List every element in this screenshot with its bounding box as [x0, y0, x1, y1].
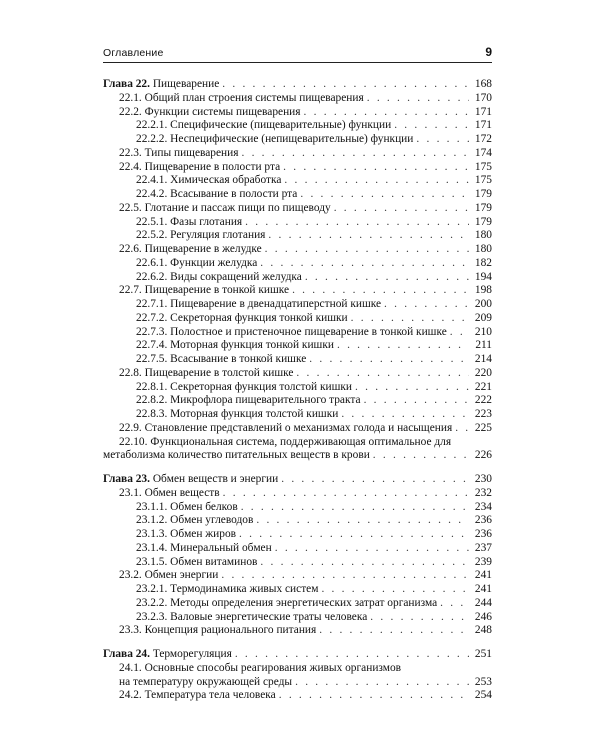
toc-entry[interactable]: [103, 353, 492, 367]
toc-entry-text: 22.7.3. Полостное и пристеночное пищеварение в тонкой кишке: [136, 325, 447, 338]
toc-entry[interactable]: [103, 271, 492, 285]
toc-page-number: 244: [474, 596, 492, 609]
toc-page-number: 225: [474, 421, 492, 434]
toc-entry-text: 22.2.2. Неспецифические (непищеварительные) функции: [136, 133, 414, 145]
header-rule: [103, 62, 492, 63]
toc-page-number: 198: [474, 284, 492, 297]
toc-entry[interactable]: [103, 339, 492, 353]
dot-leader: [300, 188, 469, 202]
toc-page-number: 237: [474, 541, 492, 554]
toc-chapter-23[interactable]: [103, 473, 492, 487]
dot-leader: [373, 449, 469, 463]
chapter-title: Обмен веществ и энергии: [149, 473, 279, 485]
toc-entry-text: 22.3. Типы пищеварения: [119, 146, 239, 159]
toc-entry[interactable]: [103, 174, 492, 188]
running-title: Оглавление: [103, 47, 164, 59]
dot-leader: [275, 542, 469, 556]
chapter-title: Пищеварение: [149, 78, 220, 90]
toc-page-number: 226: [474, 449, 492, 462]
toc-entry-text: 22.7. Пищеварение в тонкой кишке: [119, 284, 290, 297]
toc-page-number: 200: [474, 298, 492, 310]
toc-entry-text: 23.1.5. Обмен витаминов: [136, 555, 258, 568]
dot-leader: [281, 473, 469, 487]
toc-entry[interactable]: [103, 569, 492, 583]
toc-entry[interactable]: [103, 611, 492, 625]
toc-entry-text: 22.4.1. Химическая обработка: [136, 174, 282, 187]
toc-entry[interactable]: [103, 92, 492, 106]
toc-entry[interactable]: [103, 394, 492, 408]
toc-entry[interactable]: [103, 514, 492, 528]
toc-entry[interactable]: [103, 188, 492, 202]
toc-entry-text: 22.6. Пищеварение в желудке: [119, 243, 262, 255]
toc-entry-text-continued: метаболизма количество питательных веществ в крови: [103, 449, 370, 462]
toc-entry[interactable]: [103, 597, 492, 611]
toc-page-number: 241: [474, 569, 492, 582]
toc-entry-text: 23.1.3. Обмен жиров: [136, 528, 237, 540]
toc-entry-multiline[interactable]: [103, 662, 492, 690]
chapter-title: Терморегуляция: [149, 648, 232, 660]
toc-entry[interactable]: [103, 106, 492, 120]
toc-entry[interactable]: [103, 326, 492, 340]
toc-entry[interactable]: [103, 147, 492, 161]
dot-leader: [235, 648, 469, 662]
toc-page-number: 211: [475, 339, 492, 352]
toc-page-number: 174: [474, 146, 492, 159]
running-header: [103, 45, 492, 59]
table-of-contents: [103, 78, 492, 703]
toc-page-number: 254: [474, 689, 492, 702]
toc-entry-text: 22.5. Глотание и пассаж пищи по пищеводу: [119, 201, 331, 214]
toc-entry-text: 22.9. Становление представлений о механизмах голода и насыщения: [119, 421, 453, 434]
dot-leader: [304, 106, 469, 120]
toc-entry[interactable]: [103, 229, 492, 243]
toc-entry-text: 22.8.3. Моторная функция толстой кишки: [136, 408, 339, 420]
toc-entry[interactable]: [103, 257, 492, 271]
dot-leader: [241, 501, 469, 515]
dot-leader: [321, 583, 469, 597]
toc-entry-text: 22.4.2. Всасывание в полости рта: [136, 188, 298, 200]
toc-entry[interactable]: [103, 298, 492, 312]
dot-leader: [305, 271, 469, 285]
toc-entry-text: 23.2. Обмен энергии: [119, 569, 219, 582]
dot-leader: [223, 487, 469, 501]
toc-entry[interactable]: [103, 216, 492, 230]
dot-leader: [241, 147, 469, 161]
toc-entry-text: 24.1. Основные способы реагирования живых организмов: [119, 661, 402, 674]
dot-leader: [239, 528, 469, 542]
toc-entry[interactable]: [103, 202, 492, 216]
toc-page-number: 221: [474, 380, 492, 393]
toc-entry-text: 23.1.4. Минеральный обмен: [136, 541, 272, 554]
toc-entry[interactable]: [103, 542, 492, 556]
toc-entry-text: 23.2.2. Методы определения энергетических затрат организма: [136, 596, 438, 609]
dot-leader: [370, 611, 469, 625]
toc-page-number: 236: [474, 528, 492, 540]
toc-entry[interactable]: [103, 408, 492, 422]
toc-entry-text-continued: на температуру окружающей среды: [119, 675, 293, 688]
dot-leader: [284, 174, 469, 188]
toc-entry-text: 22.6.2. Виды сокращений желудка: [136, 270, 302, 283]
dot-leader: [260, 257, 469, 271]
dot-leader: [337, 339, 469, 353]
dot-leader: [296, 367, 469, 381]
dot-leader: [364, 394, 469, 408]
toc-page-number: 236: [474, 514, 492, 527]
toc-page-number: 175: [474, 160, 492, 173]
toc-entry-text: 23.3. Концепция рационального питания: [119, 624, 317, 637]
toc-page-number: 179: [474, 188, 492, 200]
toc-entry-text: 22.7.1. Пищеварение в двенадцатиперстной кишке: [136, 298, 382, 310]
toc-page-number: 251: [474, 648, 492, 660]
toc-entry-text: 23.1.2. Обмен углеводов: [136, 514, 254, 527]
toc-entry-text: 22.8. Пищеварение в толстой кишке: [119, 366, 294, 379]
toc-entry-text: 22.2.1. Специфические (пищеварительные) функции: [136, 119, 392, 132]
dot-leader: [222, 78, 469, 92]
dot-leader: [283, 161, 469, 175]
chapter-label: Глава 23.: [103, 473, 150, 485]
dot-leader: [295, 676, 469, 690]
dot-leader: [245, 216, 469, 230]
dot-leader: [416, 133, 469, 147]
toc-entry[interactable]: [103, 556, 492, 570]
toc-entry[interactable]: [103, 119, 492, 133]
dot-leader: [256, 514, 469, 528]
toc-page-number: 223: [474, 408, 492, 420]
dot-leader: [355, 381, 469, 395]
toc-page-number: 175: [474, 174, 492, 187]
toc-entry-text: 22.8.1. Секреторная функция толстой кишки: [136, 380, 353, 393]
toc-page-number: 182: [474, 256, 492, 269]
toc-entry-text: 22.7.2. Секреторная функция тонкой кишки: [136, 311, 348, 324]
toc-page-number: 248: [474, 624, 492, 637]
toc-entry[interactable]: [103, 312, 492, 326]
toc-entry-text: 23.1.1. Обмен белков: [136, 500, 238, 513]
toc-entry-text: 22.7.4. Моторная функция тонкой кишки: [136, 339, 334, 352]
dot-leader: [221, 569, 469, 583]
toc-page-number: 168: [474, 78, 492, 90]
dot-leader: [351, 312, 469, 326]
toc-entry[interactable]: [103, 133, 492, 147]
toc-page-number: 180: [474, 229, 492, 242]
toc-entry-text: 23.2.1. Термодинамика живых систем: [136, 583, 319, 595]
dot-leader: [341, 408, 469, 422]
toc-page-number: 170: [474, 91, 492, 104]
page-number: 9: [485, 45, 492, 59]
toc-entry[interactable]: [103, 689, 492, 703]
toc-page-number: 171: [474, 119, 492, 132]
dot-leader: [384, 298, 469, 312]
toc-page-number: 232: [474, 486, 492, 499]
dot-leader: [334, 202, 469, 216]
toc-entry-text: 23.1. Обмен веществ: [119, 486, 220, 499]
toc-entry[interactable]: [103, 284, 492, 298]
toc-entry-text: 22.1. Общий план строения системы пищеварения: [119, 91, 364, 104]
toc-entry-text: 22.10. Функциональная система, поддерживающая оптимальное для: [119, 435, 452, 448]
toc-page-number: 239: [474, 555, 492, 568]
toc-entry[interactable]: [103, 422, 492, 436]
toc-entry[interactable]: [103, 381, 492, 395]
toc-entry-multiline[interactable]: [103, 436, 492, 464]
toc-entry[interactable]: [103, 501, 492, 515]
toc-entry[interactable]: [103, 367, 492, 381]
dot-leader: [367, 92, 469, 106]
toc-page-number: 230: [474, 473, 492, 485]
toc-page-number: 194: [474, 270, 492, 283]
toc-entry[interactable]: [103, 243, 492, 257]
chapter-label: Глава 24.: [103, 648, 150, 660]
dot-leader: [292, 284, 469, 298]
toc-entry-text: 22.4. Пищеварение в полости рта: [119, 160, 281, 173]
toc-entry-text: 22.2. Функции системы пищеварения: [119, 105, 301, 118]
toc-entry[interactable]: [103, 624, 492, 638]
dot-leader: [279, 689, 469, 703]
dot-leader: [394, 119, 469, 133]
toc-page-number: 220: [474, 366, 492, 379]
toc-page-number: 234: [474, 500, 492, 513]
dot-leader: [265, 243, 469, 257]
toc-entry[interactable]: [103, 487, 492, 501]
toc-page-number: 179: [474, 215, 492, 228]
toc-entry[interactable]: [103, 528, 492, 542]
toc-entry[interactable]: [103, 161, 492, 175]
dot-leader: [440, 597, 469, 611]
toc-page-number: 241: [474, 583, 492, 595]
dot-leader: [260, 556, 469, 570]
toc-page-number: 214: [474, 353, 492, 365]
dot-leader: [319, 624, 469, 638]
dot-leader: [309, 353, 469, 367]
toc-page-number: 209: [474, 311, 492, 324]
toc-page-number: 222: [474, 394, 492, 407]
toc-entry-text: 22.5.1. Фазы глотания: [136, 215, 243, 228]
toc-page-number: 246: [474, 610, 492, 623]
toc-chapter-22[interactable]: [103, 78, 492, 92]
toc-page-number: 171: [474, 105, 492, 118]
toc-entry-text: 22.8.2. Микрофлора пищеварительного тракта: [136, 394, 361, 407]
toc-entry-text: 22.6.1. Функции желудка: [136, 256, 258, 269]
toc-entry-text: 22.7.5. Всасывание в тонкой кишке: [136, 353, 307, 365]
toc-entry[interactable]: [103, 583, 492, 597]
toc-chapter-24[interactable]: [103, 648, 492, 662]
toc-entry-text: 23.2.3. Валовые энергетические траты человека: [136, 610, 368, 623]
dot-leader: [455, 422, 469, 436]
chapter-label: Глава 22.: [103, 78, 150, 90]
toc-entry-text: 24.2. Температура тела человека: [119, 689, 276, 702]
toc-page-number: 179: [474, 201, 492, 214]
dot-leader: [450, 326, 469, 340]
toc-page-number: 180: [474, 243, 492, 255]
toc-page-number: 210: [474, 325, 492, 338]
toc-entry-text: 22.5.2. Регуляция глотания: [136, 229, 266, 242]
dot-leader: [268, 229, 469, 243]
toc-page-number: 172: [474, 133, 492, 145]
toc-page-number: 253: [474, 675, 492, 688]
